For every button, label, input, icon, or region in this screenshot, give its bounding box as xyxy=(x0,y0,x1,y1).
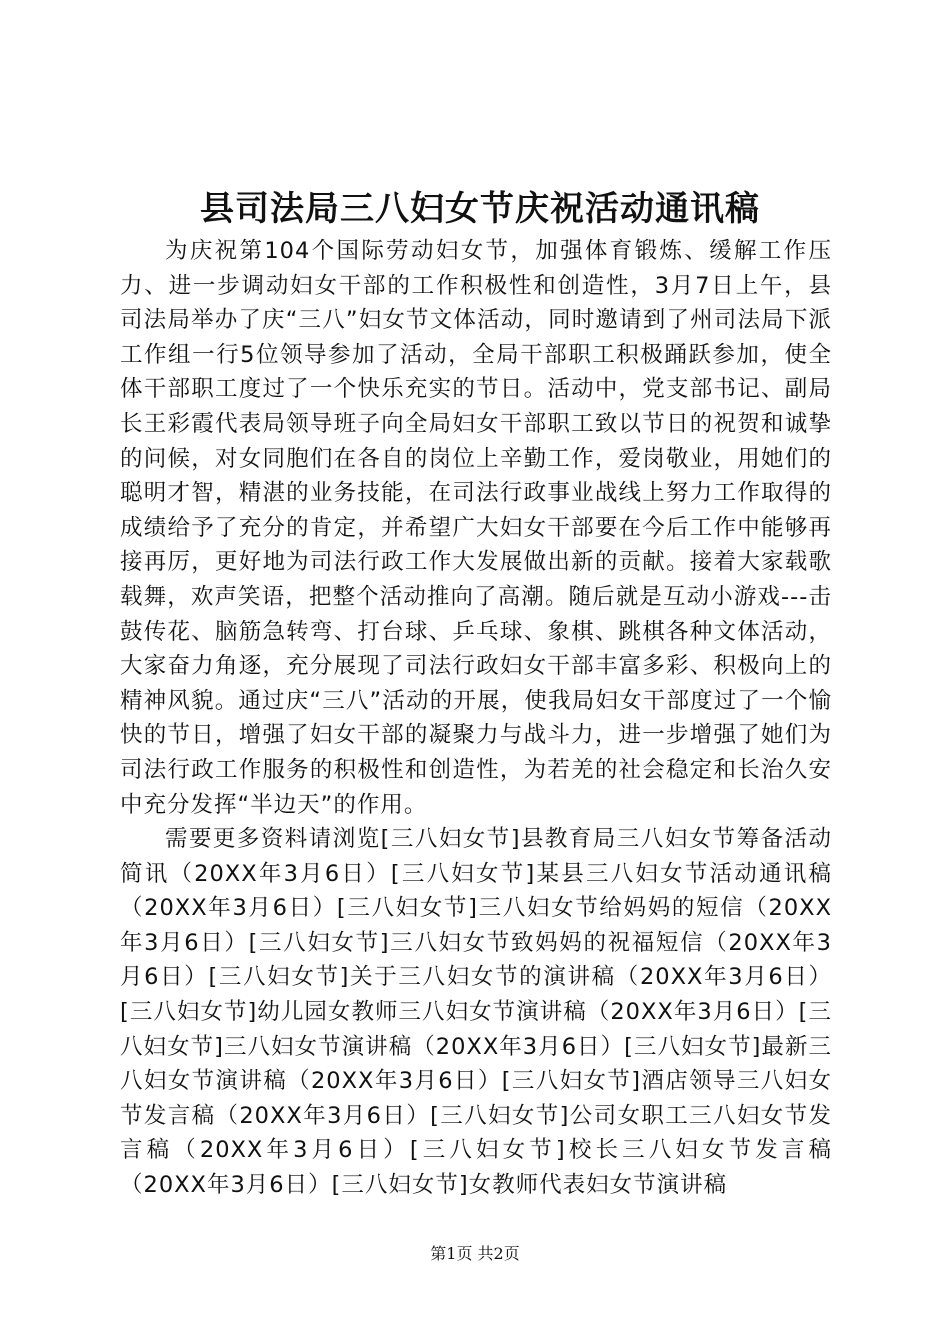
document-title: 县司法局三八妇女节庆祝活动通讯稿 xyxy=(200,189,760,229)
paragraph-related-links: 需要更多资料请浏览[三八妇女节]县教育局三八妇女节筹备活动简讯（20XX年3月6日）[三八妇女节]某县三八妇女节活动通讯稿（20XX年3月6日）[三八妇女节]三八妇女节给妈妈的短信（20XX年3月6日）[三八妇女节]三八妇女节致妈妈的祝福短信（20XX年3月6日）[三八妇女节]关于三八妇女节的演讲稿（20XX年3月6日）[三八妇女节]幼儿园女教师三八妇女节演讲稿（20XX年3月6日）[三八妇女节]三八妇女节演讲稿（20XX年3月6日）[三八妇女节]最新三八妇女节演讲稿（20XX年3月6日）[三八妇女节]酒店领导三八妇女节发言稿（20XX年3月6日）[三八妇女节]公司女职工三八妇女节发言稿（20XX年3月6日）[三八妇女节]校长三八妇女节发言稿（20XX年3月6日）[三八妇女节]女教师代表妇女节演讲稿 xyxy=(120,826,832,1199)
paragraph-event-report: 为庆祝第104个国际劳动妇女节，加强体育锻炼、缓解工作压力、进一步调动妇女干部的工作积极性和创造性，3月7日上午，县司法局举办了庆“三八”妇女节文体活动，同时邀请到了州司法局下派工作组一行5位领导参加了活动，全局干部职工积极踊跃参加，使全体干部职工度过了一个快乐充实的节日。活动中，党支部书记、副局长王彩霞代表局领导班子向全局妇女干部职工致以节日的祝贺和诚挚的问候，对女同胞们在各自的岗位上辛勤工作，爱岗敬业，用她们的聪明才智，精湛的业务技能，在司法行政事业战线上努力工作取得的成绩给予了充分的肯定，并希望广大妇女干部要在今后工作中能够再接再厉，更好地为司法行政工作大发展做出新的贡献。接着大家载歌载舞，欢声笑语，把整个活动推向了高潮。随后就是互动小游戏---击鼓传花、脑筋急转弯、打台球、乒乓球、象棋、跳棋各种文体活动，大家奋力角逐，充分展现了司法行政妇女干部丰富多彩、积极向上的精神风貌。通过庆“三八”活动的开展，使我局妇女干部度过了一个愉快的节日，增强了妇女干部的凝聚力与战斗力，进一步增强了她们为司法行政工作服务的积极性和创造性，为若羌的社会稳定和长治久安中充分发挥“半边天”的作用。 xyxy=(120,238,832,818)
document-body xyxy=(120,234,832,1203)
page-number-footer: 第1页 共2页 xyxy=(430,1244,520,1263)
